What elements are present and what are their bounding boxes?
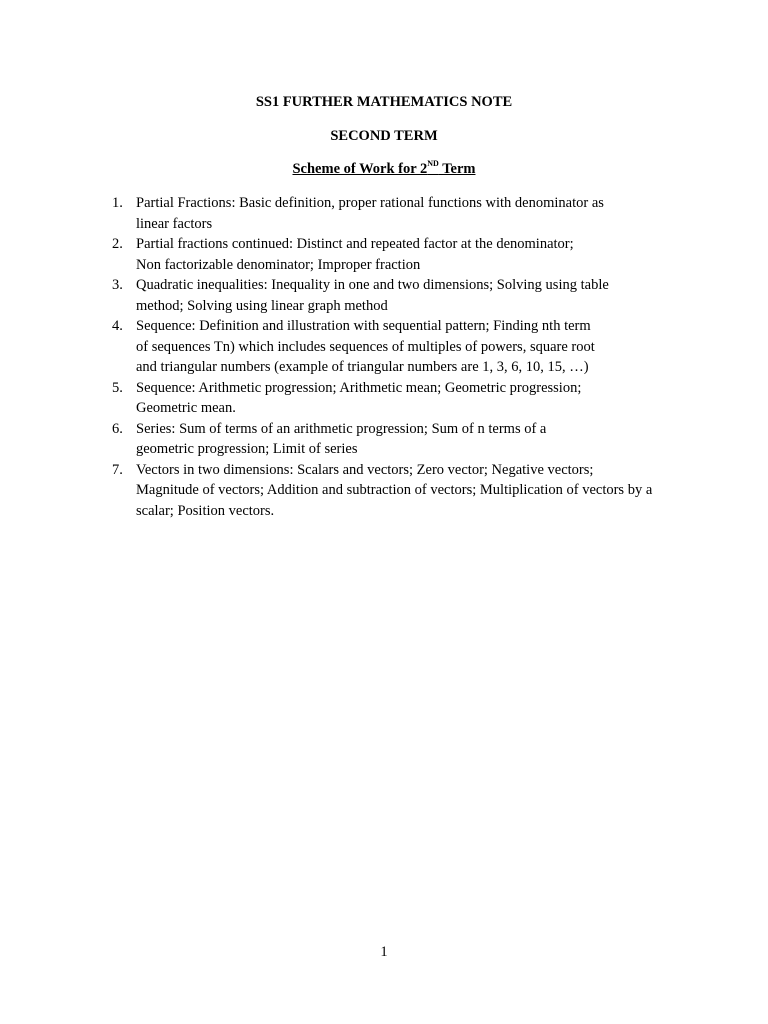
page-title: SS1 FURTHER MATHEMATICS NOTE — [255, 94, 513, 110]
list-item-number: 5. — [112, 379, 123, 396]
list-item-number: 1. — [112, 195, 123, 211]
list-item-text-line: Quadratic inequalities: Inequality in one and two dimensions; Solving using table — [136, 277, 609, 293]
list-item-text-line: linear factors — [136, 215, 213, 232]
list-item — [110, 419, 690, 460]
scheme-list — [110, 193, 690, 521]
list-item-text-line: Vectors in two dimensions: Scalars and vectors; Zero vector; Negative vectors; — [136, 461, 594, 478]
list-item-number: 4. — [112, 318, 123, 334]
list-item-text-line: of sequences Tn) which includes sequences of multiples of powers, square root — [136, 338, 595, 355]
list-item-number: 3. — [112, 277, 123, 293]
list-item-text-line: Sequence: Definition and illustration with sequential pattern; Finding nth term — [136, 318, 591, 334]
list-item-text-line: and triangular numbers (example of triangular numbers are 1, 3, 6, 10, 15, …) — [136, 359, 589, 375]
scheme-heading-superscript: ND — [427, 159, 439, 169]
list-item — [110, 316, 690, 378]
list-item-text-line: Magnitude of vectors; Addition and subtraction of vectors; Multiplication of vectors by a — [136, 482, 653, 498]
page-subtitle: SECOND TERM — [330, 128, 438, 144]
list-item-text-line: method; Solving using linear graph method — [136, 297, 388, 314]
scheme-heading-suffix: Term — [438, 161, 476, 177]
list-item-text-line: scalar; Position vectors. — [136, 502, 275, 519]
scheme-heading-prefix: Scheme of Work for 2 — [292, 161, 428, 177]
list-item-number: 7. — [112, 461, 123, 478]
list-item — [110, 460, 690, 522]
list-item — [110, 193, 690, 234]
list-item-text-line: Partial fractions continued: Distinct and repeated factor at the denominator; — [136, 236, 574, 252]
list-item-text-line: Geometric mean. — [136, 400, 236, 416]
list-item-number: 2. — [112, 236, 123, 252]
list-item — [110, 275, 690, 316]
page-number: 1 — [380, 944, 388, 960]
list-item-number: 6. — [112, 420, 123, 437]
list-item — [110, 234, 690, 275]
list-item-text-line: Series: Sum of terms of an arithmetic progression; Sum of n terms of a — [136, 420, 547, 437]
list-item-text-line: geometric progression; Limit of series — [136, 441, 358, 457]
scheme-heading — [0, 160, 768, 178]
list-item-text-line: Partial Fractions: Basic definition, proper rational functions with denominator as — [136, 195, 604, 211]
list-item-text-line: Sequence: Arithmetic progression; Arithmetic mean; Geometric progression; — [136, 379, 582, 396]
list-item-text-line: Non factorizable denominator; Improper fraction — [136, 256, 421, 273]
list-item — [110, 378, 690, 419]
